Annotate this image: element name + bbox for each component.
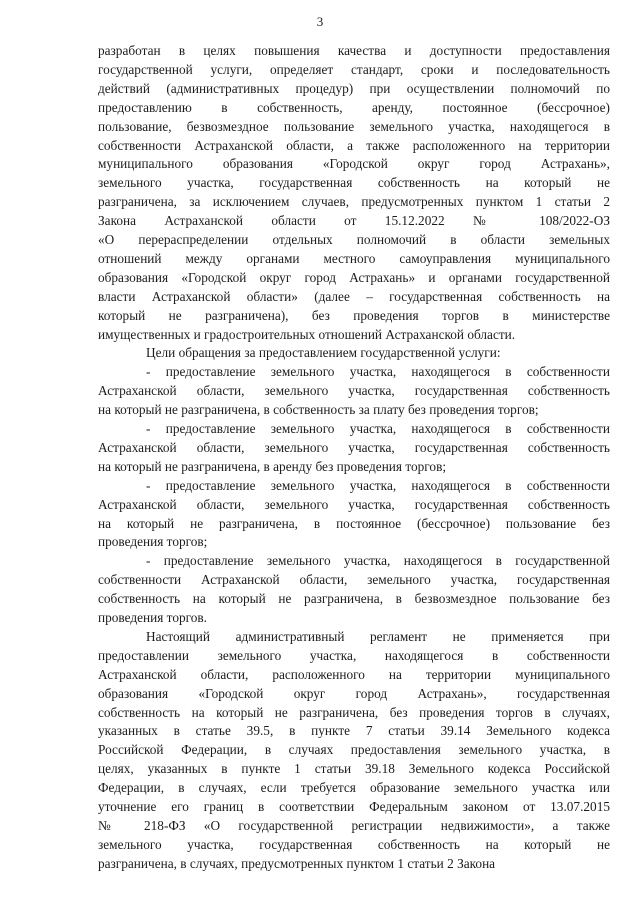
text-line: Астраханской области, земельного участка, государственная собственность [98, 439, 610, 455]
text-line: земельного участка, государственная собственность на который не [98, 836, 610, 852]
text-line: Цели обращения за предоставлением государственной услуги: [146, 345, 501, 361]
text-line: на который не разграничена, в аренду без проведения торгов; [98, 458, 447, 474]
text-line: разработан в целях повышения качества и доступности предоставления [98, 43, 610, 58]
text-line: целях, указанных в пункте 1 статьи 39.18 Земельного кодекса Российской [98, 761, 610, 777]
text-line: разграничена, в случаях, предусмотренных пунктом 1 статьи 2 Закона [98, 855, 496, 871]
text-line: власти Астраханской области» (далее – государственная собственность на [98, 288, 610, 304]
text-line: разграничена, за исключением случаев, предусмотренных пунктом 1 статьи 2 [98, 194, 610, 210]
text-line: «О перераспределении отдельных полномочий в области земельных [98, 232, 610, 247]
text-line: собственности Астраханской области, а также расположенного на территории [98, 137, 610, 153]
text-line: Федерации, в случаях, если требуется образование земельного участка или [98, 780, 610, 796]
text-line: указанных в статье 39.5, в пункте 7 статьи 39.14 Земельного кодекса [98, 723, 610, 739]
text-line: - предоставление земельного участка, находящегося в собственности [146, 364, 610, 380]
text-line: уточнение его границ в соответствии Федеральным законом от 13.07.2015 [98, 799, 610, 814]
text-line: имущественных и градостроительных отношений Астраханской области. [98, 326, 516, 342]
text-line: Настоящий административный регламент не применяется при [146, 628, 610, 644]
text-line: собственность на который не разграничена, в безвозмездное пользование без [98, 591, 610, 607]
text-line: предоставлению в собственность, аренду, постоянное (бессрочное) [98, 99, 610, 115]
text-line: Астраханской области, расположенного на территории муниципального [98, 666, 610, 682]
text-line: собственности Астраханской области, земельного участка, государственная [98, 572, 610, 588]
text-line: земельного участка, государственная собственность на который не [98, 175, 610, 191]
text-line: Астраханской области, земельного участка, государственная собственность [98, 496, 610, 512]
text-line: государственной услуги, определяет стандарт, сроки и последовательность [98, 61, 610, 77]
text-line: образования «Городской округ город Астрахань» и органами государственной [98, 269, 610, 285]
text-line: проведения торгов; [98, 534, 208, 550]
text-line: - предоставление земельного участка, находящегося в собственности [146, 421, 610, 436]
text-line: № 218-ФЗ «О государственной регистрации недвижимости», а также [98, 817, 610, 833]
text-line: Закона Астраханской области от 15.12.2022 № 108/2022-ОЗ [98, 213, 610, 229]
text-line: который не разграничена), без проведения торгов в министерстве [98, 307, 610, 323]
text-line: Российской Федерации, в случаях предоставления земельного участка, в [98, 742, 610, 758]
text-line: на который не разграничена, в собственность за плату без проведения торгов; [98, 402, 539, 418]
text-line: образования «Городской округ город Астрахань», государственная [98, 685, 610, 701]
text-line: собственность на который не разграничена, без проведения торгов в случаях, [98, 704, 610, 720]
page-number: 3 [316, 14, 324, 29]
text-line: проведения торгов. [98, 610, 207, 625]
text-line: Астраханской области, земельного участка, государственная собственность [98, 383, 610, 399]
text-line: пользование, безвозмездное пользование земельного участка, находящегося в [98, 118, 610, 134]
text-line: действий (административных процедур) при осуществлении полномочий по [98, 80, 610, 96]
text-line: на который не разграничена, в постоянное (бессрочное) пользование без [98, 515, 610, 531]
text-line: муниципального образования «Городской округ город Астрахань», [98, 156, 610, 172]
text-line: предоставлении земельного участка, находящегося в собственности [98, 647, 610, 663]
text-line: - предоставление земельного участка, находящегося в собственности [146, 477, 610, 493]
text-line: - предоставление земельного участка, находящегося в государственной [146, 553, 610, 569]
text-line: отношений между органами местного самоуправления муниципального [98, 250, 610, 266]
